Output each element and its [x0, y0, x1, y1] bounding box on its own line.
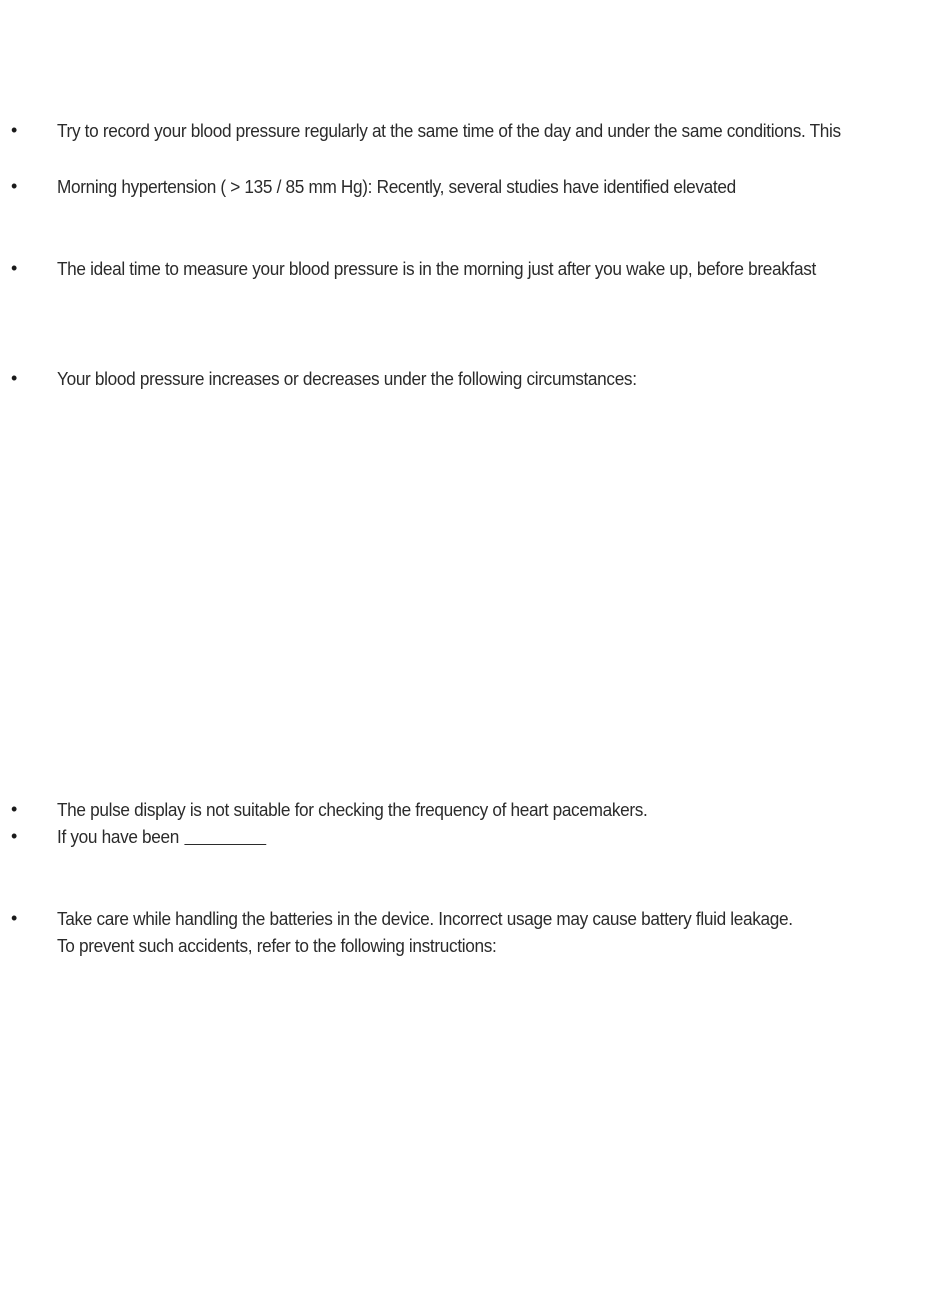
bullet-text: The ideal time to measure your blood pressure is in the morning just after you wake up, before breakfast [57, 258, 816, 279]
bullet-text: If you have been [57, 826, 180, 847]
bullet-text-container [57, 905, 885, 959]
bullet-text-line2: To prevent such accidents, refer to the following instructions: [57, 935, 497, 956]
bullet-text-container [57, 823, 885, 850]
bullet-text-line1: Take care while handling the batteries in the device. Incorrect usage may cause battery fluid leakage. [57, 908, 793, 929]
bullet-icon: • [11, 826, 18, 846]
bullet-text: Try to record your blood pressure regularly at the same time of the day and under the same conditions. This [57, 120, 841, 141]
bullet-icon: • [11, 908, 18, 928]
bullet-text: Your blood pressure increases or decreases under the following circumstances: [57, 368, 637, 389]
bullet-text: The pulse display is not suitable for checking the frequency of heart pacemakers. [57, 799, 648, 820]
bullet-icon: • [11, 258, 18, 278]
bullet-icon: • [11, 176, 18, 196]
blank-underline [185, 843, 267, 845]
bullet-icon: • [11, 120, 18, 140]
bullet-icon: • [11, 799, 18, 819]
bullet-text: Morning hypertension ( > 135 / 85 mm Hg): Recently, several studies have identified elevated [57, 176, 736, 197]
bullet-icon: • [11, 368, 18, 388]
